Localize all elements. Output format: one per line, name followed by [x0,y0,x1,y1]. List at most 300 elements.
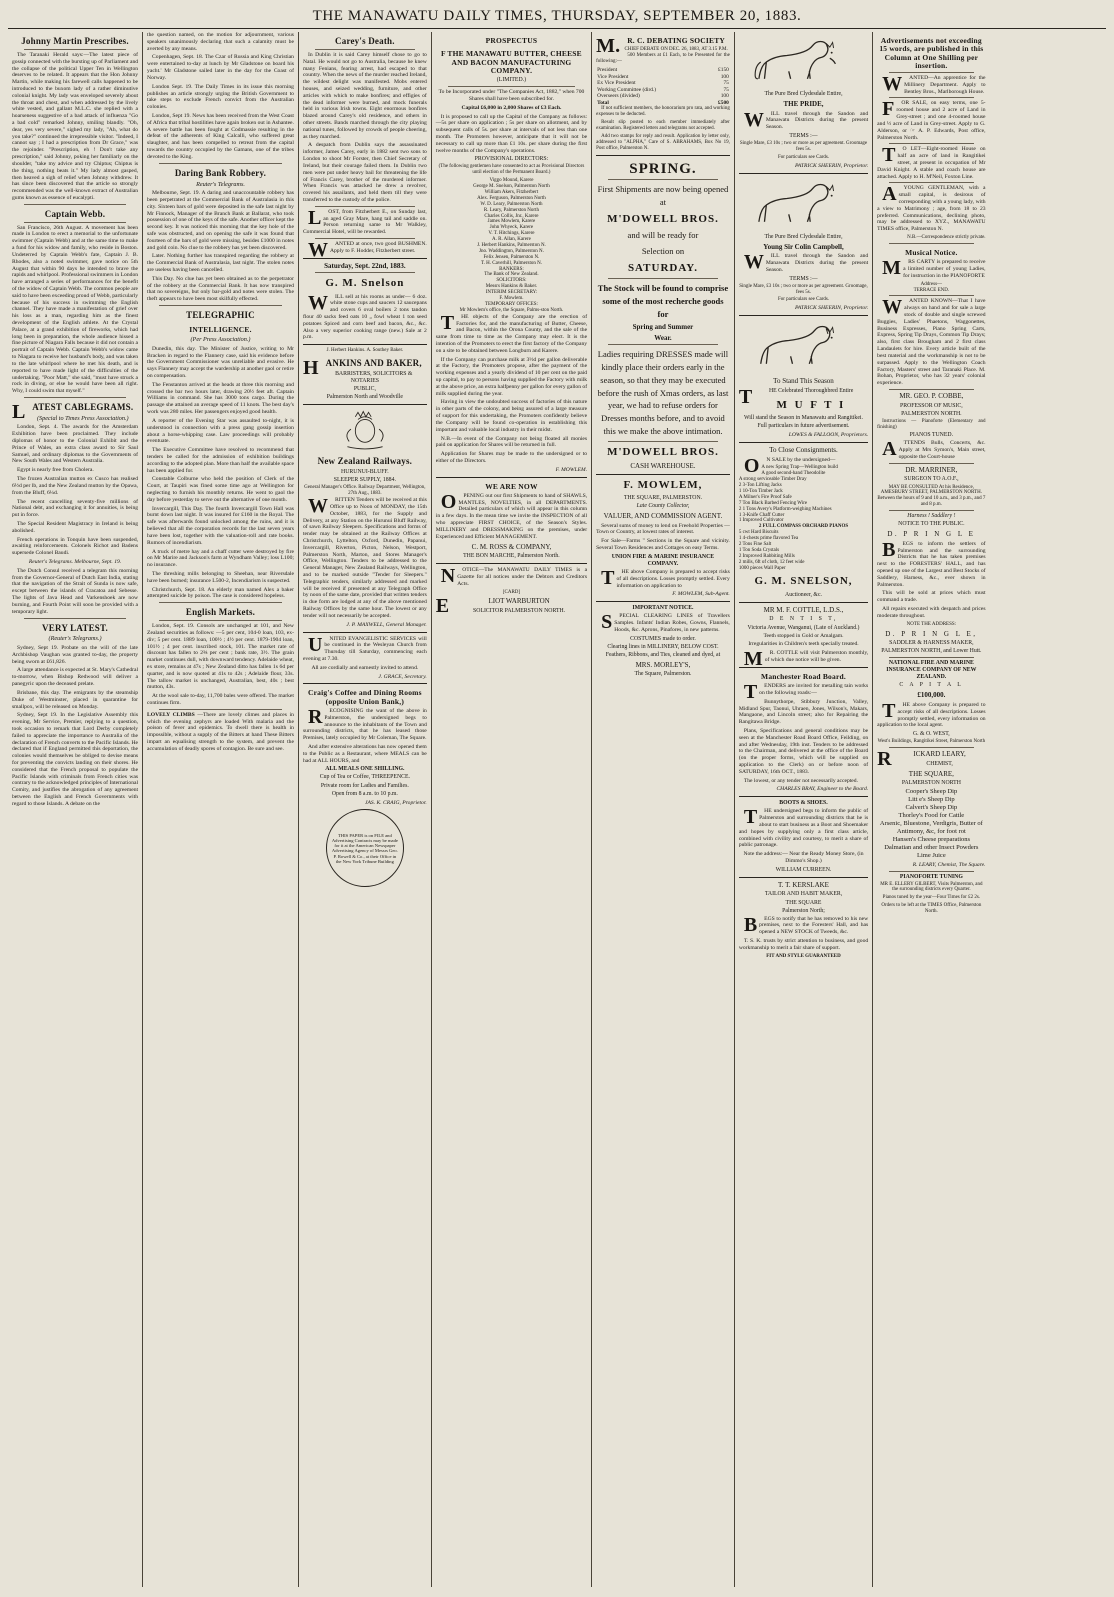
dentist-visits: MR. COTTLE will visit Palmerston monthly, of which due notice will be given. [743,648,869,671]
dentist-address: Victoria Avenue, Wanganui, (Late of Auckland.) [747,624,860,631]
divider [159,602,282,603]
list-item: 2 Tons Fine Salt [738,542,772,548]
law-firm-role2: PUBLIC, [353,386,376,393]
spring-saturday: SATURDAY. [627,261,698,274]
director-item: Charles Collis, Jnr., Karere [484,213,539,219]
divider [889,389,973,390]
table-row [596,80,730,87]
divider [739,442,868,443]
craigs-body: RECOGNISING the want of the above in Palmerston, the undersigned begs to announce to the inhabitants of the Town and surrounding districts, that he has leased those Premises, lately occupied by Mr Coleman, The Square. [302,705,427,742]
piano-teacher-address-label: Address— [920,281,943,287]
article-paragraph: This Day. No clue has yet been obtained as to the perpetrator of the robbery at the Commercial Bank. It has now transpired that no sovereigns, but only bar-gold and notes were stolen. The theft appears to have been most skilfully effected. [147,275,294,303]
divider [315,238,415,239]
total-amount: £500 [718,99,729,106]
divider [159,305,282,306]
road-board-head: Manchester Road Board. [761,671,846,681]
prize-amount: 100 [720,73,729,80]
article-paragraph: A large attendance is expected at St. Mary's Cathedral to-morrow, when Bishop Redwood will deliver a panegyric upon the deceased prelate. [12,667,139,688]
saddler-body: BEGS to inform the settlers of Palmerston and the surrounding Districts that he has taken premises next to the FORESTERS' HALL, and has opened up one of the Largest and Best Stocks of Saddlery, Harness, &c., ever shown in Palmerston. [877,538,986,588]
director-list [436,178,587,266]
secretary-head: INTERIM SECRETARY: [485,290,538,296]
tailor-town: Palmerston North; [782,907,825,914]
divider [739,602,868,603]
article-paragraph: Later. Nothing further has transpired regarding the robbery at the Commercial Bank of Australasia, last night. The stolen notes are useless having been cancelled. [147,253,294,274]
divider [436,477,587,478]
music-professor-address: PALMERSTON NORTH. [901,410,962,417]
craigs-cup-price: Cup of Tea or Coffee, THREEPENCE. [319,774,410,781]
classified-matrimony: AYOUNG GENTLEMAN, with a small capital, is desirous of corresponding with a young lady, with a view to Matrimony ; age, from 18 to 23 preferred. Communications, declining photo, may be addressed to XYZ., MANAWATU TIMES office, Palmerston N. [877,183,986,233]
horse-illustration-icon [739,177,868,233]
list-item: 1 3-Knife Chaff Cutter [738,512,785,518]
harness-saddlery-head: Harness ! Saddlery ! [907,513,956,520]
mdowell-name-bottom: M'DOWELL BROS. [607,445,719,458]
headline-intelligence: INTELLIGENCE. [189,324,252,334]
divider [596,601,730,602]
mowlem-signature: F. MOWLEM, Sub-Agent. [672,591,730,598]
list-item: 2 mills, 6ft of cloth, 12 feet wide [738,559,805,565]
director-item: J. Herbert Hankins, Palmerston N. [477,243,546,249]
doctor-name: DR. MARRINER, [905,465,958,474]
director-item: A. R. Allan, Karere [492,237,531,243]
musical-notice-head: Musical Notice. [905,247,958,257]
bankers-name: The Bank of New Zealand. [484,272,539,278]
chemist-location: THE SQUARE, [908,769,954,778]
piano-tuning-head: PIANOFORTE TUNING [899,873,963,880]
insurance-body: THE above Company is prepared to accept risks of all descriptions. Losses promptly settled, every information on application to the local agent. [877,700,986,729]
director-item: Felix Jensen, Palmerston N. [483,254,540,260]
important-notice-head: IMPORTANT NOTICE. [632,605,694,612]
saddler-address-label: NOTE THE ADDRESS: [906,621,957,627]
divider [739,877,868,878]
debating-note-2: Result slip posted to each member immediately after examination. Registered letters and telegrams not accepted. [596,120,730,132]
piano-tuner-rates: Pianos tuned by the year—Four Times for £2 2s. [882,895,981,901]
divider [303,632,427,633]
article-paragraph: Invercargill, This Day. The fourth Invercargill Town Hall was burnt down last night. It was insured for £160 in the Royal. The safe was afterwards found unlocked among the ruins, and it is believed that all the corporation records for the last seven years have been lost, together with the valuation-roll and rate books. Rumors of incendiarism. [147,505,294,546]
close-consignments-body: ON SALE by the undersigned— [743,454,836,477]
dentist-name: MR M. F. COTTLE, L.D.S., [763,605,844,614]
divider [739,315,868,316]
article-paragraph: Brisbane, this day. The emigrants by the steamship Duke of Westminster, placed in quarantine for smallpox, will be released on Monday. [12,689,139,710]
divider [739,796,868,797]
headline-craigs-rooms: Craig's Coffee and Dining Rooms (opposite Union Bank,) [308,688,422,706]
snelson-auctioneer-role: Auctioneer, &c. [785,591,822,598]
divider [315,49,415,50]
secretary-name: F. Mowlem. [499,296,524,302]
mdowell-warehouse: CASH WAREHOUSE. [630,462,696,470]
mowlem-for-sale: For Sale—Farms " Sections in the Square and vicinity. Several Town Residences and Cottages on easy Terms. [596,538,730,552]
music-professor-name: MR. GEO. P. COBBE, [899,391,964,400]
pianos-tuned-line: PIANOS TUNED. [909,432,954,439]
article-paragraph: A reporter of the Evening Star was assaulted to-night, it is understood in connection with a press gang gossip insertion about a horse-whipping case. Law proceedings will probably eventuate. [147,417,294,445]
headline-very-latest: VERY LATEST. [42,622,108,633]
stud2-terms: Single Mare, £3 10s ; two or more as per agreement. Groomage, fees 5s. [739,283,868,295]
railway-tender-body: WRITTEN Tenders will be received at this Office up to Noon of MONDAY, the 15th October, 1883, for the Supply and Delivery, at any Station on the Hurunui Bluff Railway, of sawn Railway Sleepers. Specifications and forms of tender may be obtained at the Railway Offices at Christchurch, Lyttelton, Oxford, Dunedin, Papanui, Invercargill, Riverton, Picton, Nelson, Westport, Palmerston North, Marton, and Stores Manager's Office, Wellington. Tenders to be addressed to the General Manager, New Zealand Railways, Wellington, and to be marked outside "Tender for Sleepers." Telegraphic tenders, similarly addressed and marked will be received if presented at any Telegraph Office by noon of the same date, provided that written tenders in due form are lodged at any of the above mentioned Railway Offices by the same hour. The lowest or any tender will not necessarily be accepted. [302,495,427,619]
divider [159,163,282,164]
chemist-name: RICKARD LEARY, [877,748,966,771]
doctor-title: SURGEON TO A.O.F., [904,476,959,483]
article-paragraph: London Sept. 19. The Daily Times in its issue this morning publishes an article strongly urging the British Government to take steps to exclude French convict from the Australian colonies. [147,83,294,111]
close-consignments-head: To Close Consignments. [769,446,838,455]
craigs-hours: Open from 8 a.m. to 10 p.m. [331,790,398,797]
column-2 [143,32,299,1587]
railway-supply: SLEEPER SUPPLY, 1884. [333,477,396,484]
prospectus-calls: It is proposed to call up the Capital of the Company as follows:—5s per share on application ; 5s per share on allotment, and by subsequent calls of 5s. per share at intervals of not less than one month. The Promoters however, anticipate that it will not be necessary to call up more than £1 10s. per share during the first twelve months of the Company's operations. [435,113,588,154]
divider [739,173,868,174]
offices-head: TEMPORARY OFFICES: [484,301,538,307]
law-firm-role: BARRISTERS, SOLICITORS & NOTARIES [335,371,413,385]
table-row [596,74,730,81]
divider [608,278,718,279]
cm-ross-address: THE BON MARCHE, Palmerston North. [463,553,560,560]
prospectus-applications: Application for Shares may be made to the undersigned or to either of the Directors. [435,451,588,464]
mufti-intro: THE Celebrated Thoroughbred Entire [738,385,854,408]
classified-privacy-note: N.B.—Correspondence strictly private. [907,235,986,241]
prospectus-capital: Capital £6,000 in 2,000 Shares of £3 Each. [461,104,562,111]
cablegrams-source: (Special to Times Press Association.) [36,414,129,422]
prize-amount: 100 [720,93,729,100]
solicitors-head: SOLICITORS: [496,278,527,284]
tailor-role: TAILOR AND HABIT MAKER, [764,891,843,898]
director-item: T. H. Caverhill, Palmerston N. [480,260,542,266]
solicitor-name: ELIOT WARBURTON [435,595,550,618]
article-paragraph: Copenhagen, Sept. 18. The Czar of Russia and King Christian were entertained to-day at lunch by Mr Gladstone on board his yacht.' Mr Gladstone sailed later in the day for the Coast of Norway. [147,54,294,81]
consignment-item-list [739,465,868,571]
list-item: Thorley's Food for Cattle [898,812,965,820]
telegraphic-source: (Per Press Association.) [190,336,251,344]
article-paragraph: The Executive Committee have resolved to recommend that tenders be called for the admission of exhibition buildings according to the adopted plan. More than half the available space has been applied for. [147,447,294,474]
stud2-signature: PATRICK SHEERIN, Proprietor. [795,305,869,312]
headline-captain-webb: Captain Webb. [44,208,106,219]
article-paragraph: French operations in Tonquin have been suspended, awaiting reinforcements. Colonels Richot and Badens supersede Colonel Baudi. [12,536,139,557]
mowlem-role: VALUER, AND COMMISSION AGENT. [603,512,723,521]
prize-role: Working Committee (dird.) [597,86,657,93]
debating-note-1: If not sufficient members, the honorarium pro rata, and working expenses to be deducted. [596,106,730,118]
solicitor-address: SOLICITOR PALMERSTON NORTH. [473,607,566,614]
prospectus-limited: (LIMITED.) [496,77,527,83]
saddler-address: PALMERSTON NORTH, and Lower Hutt. [881,648,982,655]
railway-office: General Manager's Office. Railway Department, Wellington, 27th Aug., 1883. [304,485,426,497]
very-latest-source: (Reuter's Telegrams.) [48,635,102,643]
music-professor-title: PROFESSOR OF MUSIC, [900,402,963,409]
lovely-climes-lead: LOVELY CLIMBS [147,711,195,718]
divider [24,204,126,205]
mowlem-address: THE SQUARE, PALMERSTON. [623,494,703,501]
divider [889,463,973,464]
prospectus-nb: N.B.—In event of the Company not being floated all monies paid on application for Shares will be returned in full. [435,435,588,449]
royal-crest-icon [338,408,392,452]
divider [436,563,587,564]
road-board-lowest: The lowest, or any tender not necessarily accepted. [743,777,858,784]
divider [159,709,282,710]
article-paragraph: Constable Colburne who held the position of Clerk of the Court, at Taupiri was fined some time ago at Wellington for neglecting to furnish his monthly returns. He went to gaol the day before yesterday to serve out the alternative of one month. [147,476,294,503]
article-paragraph: Melbourne, Sept. 19. A daring and unaccountable robbery has been perpetrated at the Commercial Bank of Australasia in this city. Sixteen bars of gold were deposited in the safe last night by Mr Finnock, Manager of the Branch Bank at Ballarat, who took possession of one of the keys of the safe. Another officer kept the second key. It was noticed this morning that the key hole of the safe was obstructed, and on opening the safe it was found that fourteen of the bars of gold were missing, besides £1000 in notes and gold coin. No clue to the robbery has yet been discovered. [147,190,294,251]
union-fire-marine-head: UNION FIRE & MARINE INSURANCE COMPANY. [611,553,715,567]
mdowell-name-top: M'DOWELL BROS. [607,212,719,225]
saddler-name-top: D. P R I N G L E [887,530,976,539]
to-stand-head: To Stand This Season [773,377,834,386]
divider [889,657,973,658]
chemist-title: CHEMIST, [926,760,953,767]
classified-wanted-bushmen: WANTED at once, two good BUSHMEN. Apply to F. Hodder, Fitzherbert street. [307,239,427,262]
column-container [8,32,1106,1587]
headline-telegraphic: TELEGRAPHIC [186,310,255,321]
auction-lot-list: WILL sell at his rooms as under— 6 doz. white stone cups and saucers 12 saucepans and covers 6 oval boilers 2 tons tandon flour 40 sacks feed oats 10 „ fowl wheat 1 ton seed potatoes Spiced and corn beef and bacon, &c., &c. Also a very superior cooking range (new.) Sale at 2 p.m. [302,291,427,341]
divider [24,222,126,223]
dentist-service-1: Teeth stopped in Gold or Amalgam. [763,632,844,639]
list-item: 1 Improved Cultivator [738,518,784,524]
article-paragraph: A truck of metre hay and a chaff cutter were destroyed by fire on Mr Marire and Jackson's farm at Wyndham Valley; loss L100; no insurance. [147,548,294,569]
mowlem-name: F. MOWLEM, [623,478,703,491]
article-paragraph: The Taranaki Herald says:—The latest piece of gossip connected with the bursting up of Parliament and the collapse of the political Upper Ten in Wellington deserves to be related. It appears that the Hon Johnny Martin, while making his farewell calls happened to be introduced to the buxom lady of a rather diminutive colonial knight. My lady was enveloped severely about the throat and chest, and when addressed by the lively white vested, and gallant M.L.C. she replied with a hoarseness suggestive of a bad attack of influenza "Go a bad cold" remarked Johnny, smiling blandly. "Oh, dear, yes very severe," sighed my lady, "Ah, what do you take?" continued the irrepressible visitor. "Indeed, I cannot say ; I had a prescription from Dr Grace," was the rejoinder. "Prescription, eh ! Don't take any prescription," said Johnny, poking her familiarly on the shoulder, "take my advice and try Chiptus; Chiptus is the thing, nothing beats it." My lady almost gasped, then heaved a sigh of relief when Johnny withdrew. It has since been discovered that the article so strongly recommended was the well-known extract of Australian gums known as essence of eucalypti. [12,51,139,201]
debating-note-3: Add two stamps for reply and result. Application by letter only, addressed to "ALPHA," Care of S. ABRAHAMS, Box No 19, Post office, Palmerston N. [596,134,730,151]
article-paragraph: The Fenstanton arrived at the heads at three this morning and crossed the bar two hours later, drawing 20½ feet aft. Captain Williams in command. She has 3000 tons cargo. During the passage she attained an average speed of 11 knots. The best day's work was 280 miles. Her passengers enjoyed good health. [147,381,294,416]
classified-wanted-known-coachworks: WANTED KNOWN—That I have always on hand and for sale a large stock of double and single screwed Buggies, Ladies' Phaetons, Waggonettes, Business Expresses, Piano Spring Carts, Express, Spring Tip Drays, Common Tip Drays; also, first class Brougham and 2 first class Landaulets for hire. Every article built of the best material and the workmanship is not to be surpassed. Apply to the Wellington Coach Factory, Masters' street and Taranaki Place. M. Bohan, Proprietor, who has 32 years' colonial experience. [877,296,986,387]
stud2-name: Young Sir Colin Campbell, [763,242,844,251]
headline-daring-bank-robbery: Daring Bank Robbery. [174,167,267,178]
mowlem-lending: Several sums of money to lend on Freehold Properties — Town or Country, at lowest rates of interest. [596,522,730,536]
divider [889,510,973,511]
divider [596,474,730,475]
insurance-agent: G. & O. WEST, [912,731,950,738]
divider [608,344,718,345]
boots-shoes-address: Note the address:— Near the Ready Money Store, (in Dimmo's Shop.) [743,851,864,865]
prize-amount: 75 [723,80,729,87]
road-board-signature: CHARLES BRAY, Engineer to the Board. [776,786,869,793]
debating-society-prize-table [596,67,730,107]
prospectus-signature: F. MOWLEM. [555,466,588,473]
mufti-signature: LOWES & FALLOON, Proprietors. [788,432,869,439]
list-item: Lime Juice [917,851,946,859]
list-item: 2 3-Ton Lifting Jacks [738,483,782,489]
prospectus-milk-terms: If the Company can purchase milk at 3½d per gallon deliverable at the Factory, the Promoters propose, after the payment of the working expenses and a yearly dividend of 10 per cent on the paid up capital, to pay to persons having supplied the Factory with milk at the above price, an extra halfpenny per gallon for every gallon of milk supplied during the year. [435,356,588,397]
article-paragraph: The threshing mills belonging to Sheehan, near Riversdale have been burned; insurance L500-2, Incendiarism is suspected. [147,570,294,584]
list-item: 1 Ton Soda Crystals [738,547,780,553]
article-paragraph: A despatch from Dublin says the assassinated informer, James Carey, early in 1882 sent two sons to London to shoot Mr Forster, then Chief Secretary of Ireland, but their courage failed them. In Dublin two men were put under heavy bail for threatening the life of Francis Carey, brother of the murdered informer. When Francis was attacked he drew a revolver, covered his assailants, and held them till they were transferred to the custody of the police. [302,142,427,203]
horse-illustration-icon [739,34,868,90]
article-paragraph: Dunedin, this day. The Minister of Justice, writing to Mr Bracken in regard to the Flannery case, said his evidence before the Government Commissioner was unreliable and evasive. He says Flannery may accept the wardership at another gaol or retire on compensation. [147,345,294,380]
divider [24,618,126,619]
craigs-private-room: Private room for Ladies and Families. [320,782,409,789]
saddler-role: SADDLER & HARNESS MAKER, [889,640,974,647]
column-6 [735,32,873,1587]
article-paragraph: The recent cancelling seventy-five millions of National debt, and exchanging it for annuities, is being put in force. [12,498,139,519]
capital-amount: £100,000. [917,691,946,700]
list-item: Arsenic, Bluestone, Verdigris, Butter of Antimony, &c, for foot rot [879,820,983,835]
list-item: 2 1 Tons Avery's Platform-weighing Machines [738,506,832,512]
director-item: Alex. Ferguson, Palmerston North [477,195,546,201]
article-paragraph: Sydney, Sept 19. Probate on the will of the late Archbishop Vaughan was granted to-day, the property being sworn at £61,826. [12,645,139,665]
classified-column-note: Advertisements not exceeding 15 words, are published in this Column at One Shilling per insertion. [879,36,984,70]
article-paragraph: —There are lovely climes and places in which the evening zephyrs are loaded With malaria and the poison of fever and epidemics. To dwell there is health in impossible, without a supply of the Bitters at hand These Bitters impart an equalising strength to the system, and prevent the accumulation of deadly spores of contagion. Be sure and see. [147,711,294,752]
prize-role: President [597,66,618,73]
robbery-source: Reuter's Telegrams. [196,180,245,188]
spring-headline: SPRING. [629,160,697,177]
table-row [596,93,730,100]
article-paragraph: London, Sept 19. News has been received from the West Coast of Africa that tribal hostilities have again broken out in Ashantee. A severe battle has been fought at Codmassie resulting in the defeat of the adherents of King Calcalli, who suffered great slaughter, and has been compelled to retreat from the capital towards the country occupied by the Gamans, one of the tribes devoted to the King. [147,112,294,160]
article-paragraph: Christchurch, Sept. 18. An elderly man named Alex a baker attempted suicide by poison. The case is considered hopeless. [147,586,294,600]
music-professor-attends: ATTENDS Bulls, Concerts, &c. Apply at Mrs Symon's, Main street, opposite the Court-house [882,438,986,461]
stud2-cards: For particulars see Cards. [777,297,830,303]
horse-illustration-icon [739,319,868,375]
card-label: [CARD] [502,589,521,595]
stud1-name: THE PRIDE, [783,100,824,109]
list-item: A good second-hand Theodolite [761,471,826,477]
divider [448,86,575,87]
column-5 [592,32,735,1587]
craigs-signature: JAS. K. CRAIG, Proprietor. [365,799,427,806]
prospectus-label: PROSPECTUS [485,36,538,45]
prospectus-company: F THE MANAWATU BUTTER, CHEESE AND BACON MANUFACTURING COMPANY. [440,49,582,75]
list-item: 2 Improved Rabbiting Mills [738,553,795,559]
stud2-terms-label: TERMS :— [789,275,818,282]
headline-latest-cablegrams: LATEST CABLEGRAMS. [12,400,134,423]
divider [303,683,427,684]
mufti-body2: Full particulars in future advertisement. [757,423,850,430]
chemist-town: PALMERSTON NORTH [901,780,961,787]
clearing-lines-body: SPECIAL CLEARING LINES of Travellers Samples. Infants' Indian Robes, Gowns, Flannels, Hoods, &c. Aprons, Pinafores, in new patterns. [601,611,730,634]
railway-line: HURUNUI-BLUFF. [341,469,389,476]
union-fire-body: THE above Company is prepared to accept risks of all descriptions. Losses promptly settled. Every information on application to [601,566,730,589]
article-paragraph: the question named, on the motion for adjournment, various speakers unanimously declaring that such a calamity must be averted by any means. [147,32,294,52]
divider [889,97,973,98]
evangelistic-signature: J. GRACE, Secretary. [378,673,427,680]
director-item: William Akers, Fitzherbert [484,190,539,195]
divider [596,155,730,156]
table-row [596,67,730,74]
headline-johnny-martin: Johnny Martin Prescribes. [21,36,129,46]
morleys-name: MRS. MORLEY'S, [635,660,691,669]
insurance-company-head: NATIONAL FIRE AND MARINE INSURANCE COMPANY OF NEW ZEALAND. [886,660,977,681]
spring-line-1: First Shipments are now being opened at [597,184,729,207]
provisional-directors-note: (The following gentlemen have consented to act as Provisional Directors until election of the Permanent Board.) [438,164,585,176]
bon-marche-opening-body: OPENING out our first Shipments to hand of SHAWLS, MANTLES, NOVELTIES, in all DEPARTMENTS. Detailed particulars of which will appear in this column in a few days. In the mean time we invite the INSPECTION of all who appreciate FIRST CHOICE, of the Season's Styles. MILLINERY and DRESSMAKING on the premises, under Experienced and Efficient MANAGEMENT. [435,490,588,540]
dateline: Reuter's Telegrams. Melbourne, Sept. 19. [28,559,122,566]
divider [24,49,126,50]
capital-label: C A P I T A L [899,682,964,689]
list-item: 1 10-Ton Timber Jack [738,489,783,494]
insurance-agent-address: West's Buildings, Rangitikei Street, Palmerston North [877,739,986,745]
evangelistic-services-notice: UNITED EVANGELISTIC SERVICES will be continued in the Wesleyan Church from Thursday till Saturday, commencing each evening at 7.30. [302,633,427,662]
craigs-body2: And after extensive alterations has now opened them to the Public as a Restaurant, where MEALS can be had at ALL HOURS, and [302,743,427,764]
spring-dresses-note: Ladies requiring DRESSES made will kindly place their orders early in the season, so that they may be executed before the rush of Xmas orders, as last year, we had to refuse orders for Dresses months before, and to avoid this we make the above intimation. [597,349,729,436]
feathers-note: Feathers, Ribbons, and Ties, cleaned and dyed, at [605,651,721,658]
stud2-title: The Pure Bred Clydesdale Entire, [764,233,843,240]
classified-lost-mare: LOST, from Fitzherbert E., on Sunday last, an aged Gray Mare, hang tail and saddle on. Person returning same to Mr Walkley, Commercial Hotel, will be rewarded. [302,206,427,236]
stud1-body: WILL travel through the Sandon and Manawatu Districts during the present Season. [743,108,869,131]
tailor-body2: T. S. K. trusts by strict attention to business, and good workmanship to merit a fair share of support. [738,938,869,951]
snelson-auctioneer-name: G. M. SNELSON, [754,575,853,588]
solicitors-name: Messrs Hankins & Baker. [485,284,538,290]
article-paragraph: At the wool sale to-day, 11,700 bales were offered. The market continues firm. [147,693,294,707]
dentist-service-2: Irregularities in Children's teeth specially treated. [748,641,859,648]
railway-signature: J. P. MAXWELL, General Manager. [346,621,427,628]
list-item: Dalmatian and other Insect Powders [884,843,979,851]
spring-wear: Wear. [654,333,672,342]
bankers-head: BANKERS: [499,266,524,272]
classified-to-let-house: TO LET—Eight-roomed House on half an acre of land in Rangitikei street, at present in occupation of Mr David Knight. A stable and coach house are attached. Apply to H. M'Neil, Foxton Line. [877,144,986,180]
director-item: Viggo Mound, Karere [489,178,534,184]
prospectus-outlook: Having in view the undoubted success of factories of this nature in other parts of the colony, and being assured of a large measure of support for this undertaking, the Promoters confidently believe the Company will be found co-operation in establishing this important and valuable local industry in their midst. [435,399,588,433]
piano-tuner-orders: Orders to be left at the TIMES Office, Palmerston North. [881,903,982,915]
divider [315,206,415,207]
stud1-signature: PATRICK SHEERIN, Proprietor. [795,162,869,169]
spring-stock-note: The Stock will be found to comprise some of the most recherche goods for [597,283,729,319]
divider [608,441,718,442]
divider [303,404,427,405]
table-row-total [596,100,730,107]
prospectus-objects: THE objects of the Company are the erection of Factories for, and the manufacturing of Butter, Cheese, and Bacon, within the Orona County, and the sale of the same from time to time as the Company may elect. It is the intention of the Promoters to erect the first factory of the Company on a site to be obtained between Longburn and Karere. [435,311,588,354]
director-item: Jno. Waddington, Palmerston N. [479,248,544,254]
tailor-name: T. T. KERSLAKE [778,880,829,889]
masthead: THE MANAWATU DAILY TIMES, THURSDAY, SEPTEMBER 20, 1883. [8,6,1106,29]
prize-amount: 75 [723,86,729,93]
boots-shoes-head: BOOTS & SHOES. [779,800,828,807]
stud2-body: WILL travel through the Sandon and Manawatu Districts during the present Season. [743,251,869,274]
doctor-hours: Between the hours of 9 and 10 a.m., and 3 p.m., and 7 and 8 p.m. [877,496,986,508]
tailor-body: BEGS to notify that he has removed to his new premises, next to the Foresters' Hall, and has opened a NEW STOCK of Tweeds, &c. [743,913,869,936]
boots-shoes-body: THE undersigned begs to inform the public of Palmerston and surrounding districts that he is about to start business as a Boot and Shoemaker and hopes by supplying only a first class article, combined with civility and courtesy, to merit a share of public patronage. [738,806,869,849]
list-item: 1000 pieces Wall Paper [738,565,786,571]
road-board-tenders: TENDERS are invited for metalling tain works on the following roads:— [743,681,869,704]
mufti-name: M U F T I [776,398,846,411]
list-item: A strong serviceable Timber Dray [738,477,807,483]
divider [24,397,126,398]
prospectus-incorporation: To be Incorporated under "The Companies Act, 1882," when 700 Shares shall have been subscribed for. [438,89,585,102]
debating-society-head: M.R. C. DEBATING SOCIETY [596,35,726,57]
law-firm-name: HANKINS AND BAKER, [302,357,422,380]
article-paragraph: Sydney, Sept 19. In the Legislative Assembly this evening, Mr Service, Premier, replying to a question, took occasion to remark that Lord Derby completely failed to appreciate the importance to Australia of the declaration of French converts to the Pacific Islands. He declared that if England permitted this deportation, the colonies would themselves be obliged to devise means for preventing the convicts landing on their shores. He considered that the French proposal to populate the Pacific Islands with criminals from French cities was contrary to the acknowledged principles of International Comity, and justifies the abrogation of any agreement between the English and French Governments with regard to those Islands. A debate on the [12,712,139,807]
newspaper-on-file-notice: THIS PAPER is on FILE and Advertising Contracts may be made for it at the American Newspaper Advertising Agency of Messrs Geo. P. Rowell & Co., at their Office in the New York Tribune Building [326,809,404,887]
road-board-roads: Bunnythorpe, Stibbury Junction, Valley, Midland Spur, Taonui, Uhraen, Jones, Wilson's, Makars, Mangaone, and Lincoln street; also for Repairing the Rangitawa Bridge. [738,698,869,726]
prize-role: Vice President [597,73,629,80]
we-are-now-head: WE ARE NOW [485,481,538,491]
gazette-notice: NOTICE—The MANAWATU DAILY TIMES is a Gazette for all notices under the Debtors and Creditors Acts. [440,565,588,588]
divider [889,747,973,748]
auctioneer-name: G. M. Snelson [325,277,405,290]
list-item: 1 4-chests prime flavored Tea [738,536,799,542]
tailor-address: THE SQUARE [785,899,822,906]
offices-address: Mr Mowlem's office, the Square, Palms-ston North. [459,307,564,313]
law-firm-partners: J. Herbert Hankins. A. Southey Baker. [326,348,404,354]
divider [315,272,415,273]
provisional-directors-head: PROVISIONAL DIRECTORS: [474,156,549,163]
list-item: A new Spring Trap—Wellington build [761,465,838,471]
director-item: W. D. Leary, Palmerston North [480,201,543,207]
saddler-body3: All repairs executed with despatch and prices moderate throughout. [877,606,986,619]
list-item: 5 cwt Hard Biscuits [738,530,779,536]
list-item: 2 FULL COMPASS ORCHARD PIANOS [758,524,849,530]
spring-season-line: Spring and Summer [632,323,694,332]
craigs-meal-price: ALL MEALS ONE SHILLING. [325,766,405,773]
article-paragraph: London, Sept. 4. The awards for the Amsterdam Exhibition have been proclaimed. They include diplomas of honor to the Colonial Exhibit and the Prince of Wales, an extra class award to Sir Saul Samuel, and ordinary diplomas to the Governments of New South Wales and Western Australia. [12,424,139,465]
spring-line-2: and will be ready for [627,230,699,241]
prize-amount: £150 [718,66,729,73]
article-paragraph: The Dutch Consul received a telegram this morning from the Governor-General of Dutch East India, stating that the navigation of the Strait of Sunda is now safe, except between the islands of Cracatoa and Sebesse. The lights of Java Head and Varkenshoek are now burning, and Fourth Point will soon be provided with a temporary light. [12,567,139,615]
stud1-cards: For particulars see Cards. [777,154,830,160]
debating-society-date: CHIEF DEBATE ON DEC. 26, 1883, AT 3.15 P.M. [624,47,728,53]
notice-to-public-head: NOTICE TO THE PUBLIC. [898,521,965,528]
headline-nz-railways: New Zealand Railways. [317,456,413,467]
piano-teacher-ad: MRS CARTY is prepared to receive a limited number of young Ladies, for instruction in the PIANOFORTE [882,257,986,280]
music-professor-instruction: Instructions — Pianoforte (Elementary and finishing) [877,418,986,430]
piano-teacher-address: TERRACE END. [913,287,950,293]
director-item: John Whyeck, Karere [489,225,534,231]
divider [889,871,973,872]
headline-english-markets: English Markets. [185,607,256,618]
auction-date: Saturday, Sept. 22nd, 1883. [324,261,406,270]
divider [889,182,973,183]
stud1-title: The Pure Bred Clydesdale Entire, [764,91,843,97]
